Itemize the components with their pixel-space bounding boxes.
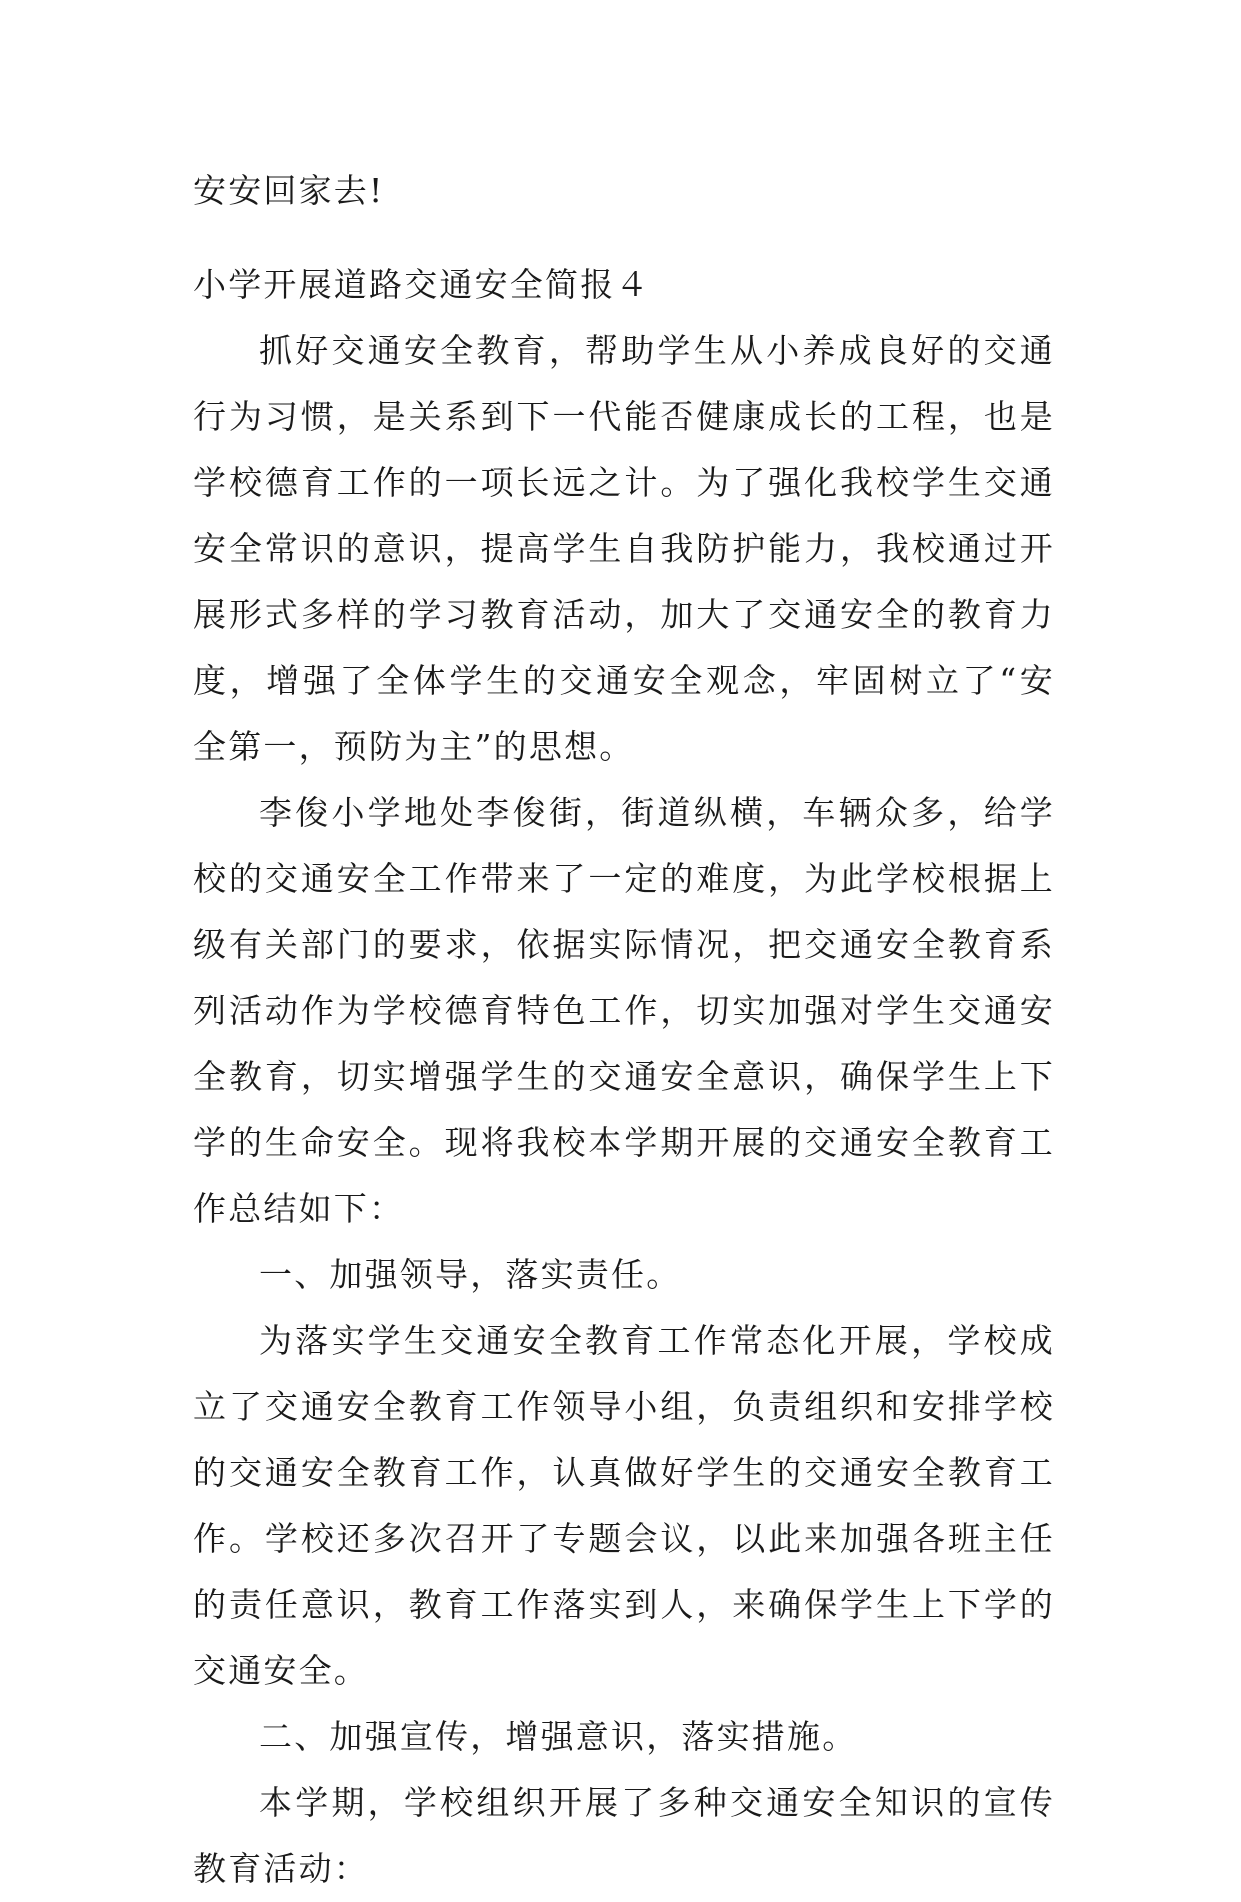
paragraph-school-situation: 李俊小学地处李俊街，街道纵横，车辆众多，给学校的交通安全工作带来了一定的难度，为此学校根据上级有关部门的要求，依据实际情况，把交通安全教育系列活动作为学校德育特色工作，切实加强对学生交通安全教育，切实增强学生的交通安全意识，确保学生上下学的生命安全。现将我校本学期开展的交通安全教育工作总结如下： <box>193 793 1055 1228</box>
section-heading-leadership: 一、加强领导，落实责任。 <box>259 1255 682 1294</box>
section-title: 小学开展道路交通安全简报４ <box>193 265 651 304</box>
section-heading-publicity: 二、加强宣传，增强意识，落实措施。 <box>259 1717 858 1756</box>
document-body <box>193 158 1055 1902</box>
paragraph-intro: 抓好交通安全教育，帮助学生从小养成良好的交通行为习惯，是关系到下一代能否健康成长的工程，也是学校德育工作的一项长远之计。为了强化我校学生交通安全常识的意识，提高学生自我防护能力，我校通过开展形式多样的学习教育活动，加大了交通安全的教育力度，增强了全体学生的交通安全观念，牢固树立了“安全第一，预防为主”的思想。 <box>193 331 1055 766</box>
paragraph-leadership: 为落实学生交通安全教育工作常态化开展，学校成立了交通安全教育工作领导小组，负责组织和安排学校的交通安全教育工作，认真做好学生的交通安全教育工作。学校还多次召开了专题会议，以此来加强各班主任的责任意识，教育工作落实到人，来确保学生上下学的交通安全。 <box>193 1321 1055 1690</box>
closing-line: 安安回家去! <box>193 171 385 210</box>
paragraph-activities: 本学期，学校组织开展了多种交通安全知识的宣传教育活动： <box>193 1783 1055 1888</box>
